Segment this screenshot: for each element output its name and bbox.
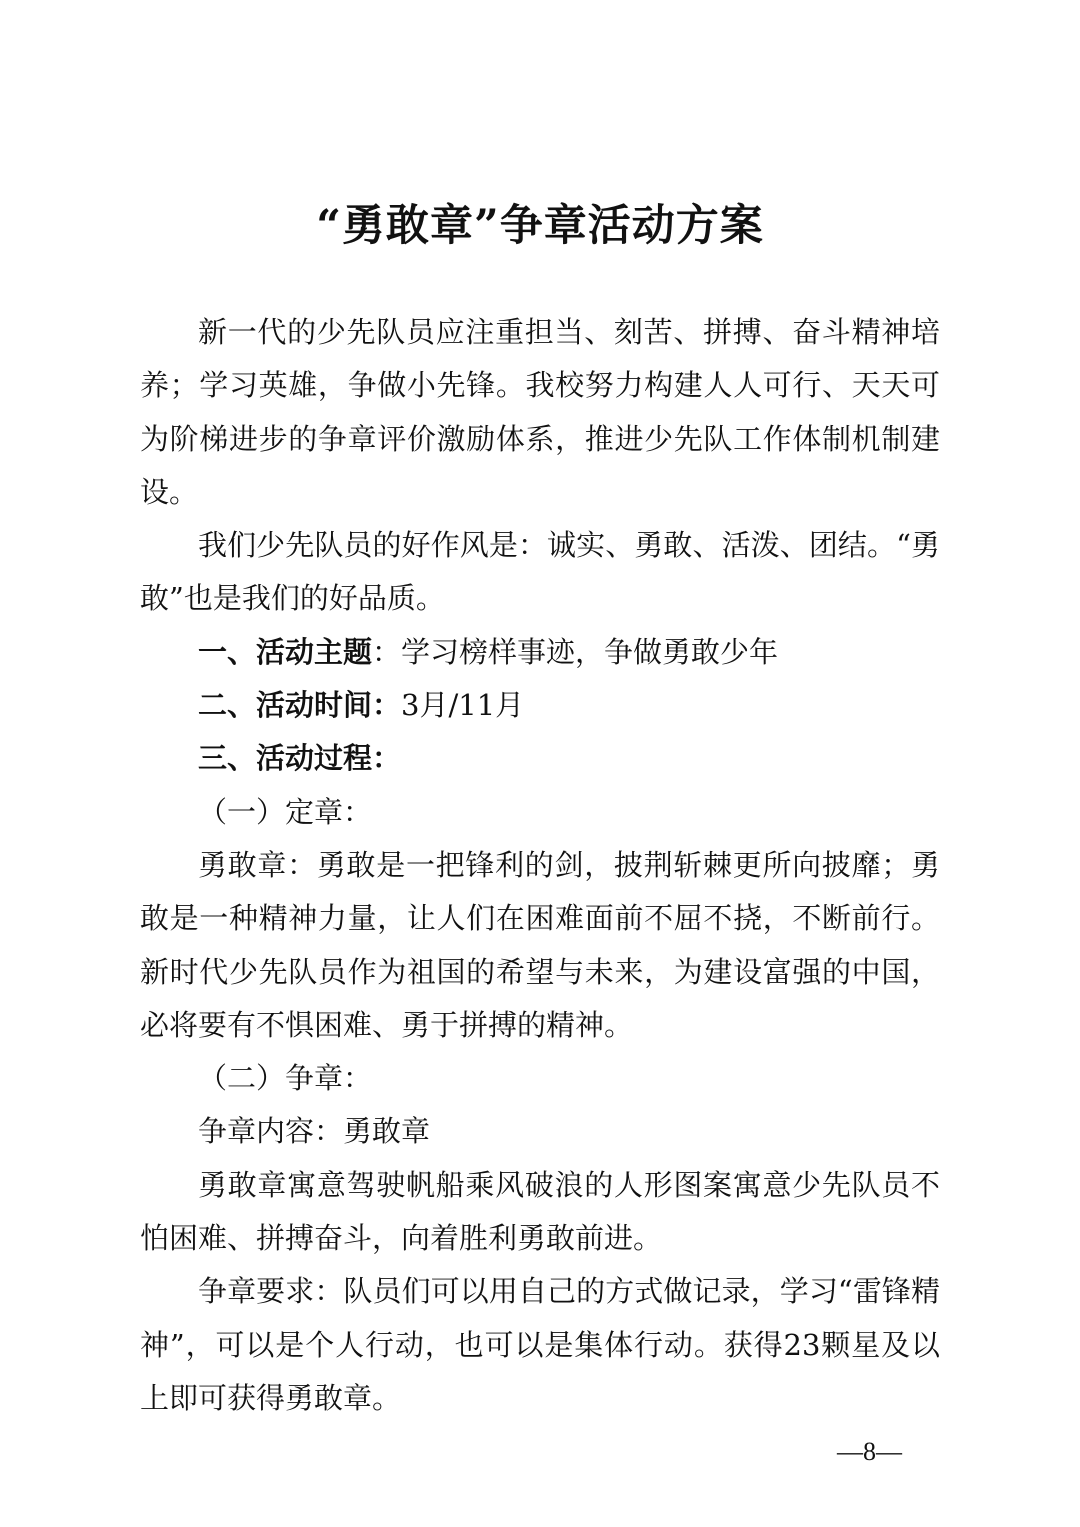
badge-content: 争章内容：勇敢章 (198, 1114, 431, 1149)
activity-theme (140, 626, 940, 679)
subsection-compete-heading: （二）争章： (198, 1061, 373, 1096)
activity-time-heading: 二、活动时间： (198, 688, 402, 723)
subsection-define-heading: （一）定章： (198, 794, 373, 829)
activity-process-heading: 三、活动过程： (198, 741, 402, 776)
activity-time-text: 3月/11月 (401, 688, 525, 723)
qualities-paragraph: 我们少先队员的好作风是：诚实、勇敢、活泼、团结。“勇敢”也是我们的好品质。 (140, 528, 940, 616)
activity-theme-heading: 一、活动主题 (198, 634, 373, 669)
intro-paragraph: 新一代的少先队员应注重担当、刻苦、拼搏、奋斗精神培养；学习英雄，争做小先锋。我校努力构建人人可行、天天可为阶梯进步的争章评价激励体系，推进少先队工作体制机制建设。 (140, 315, 940, 509)
activity-theme-text: ：学习榜样事迹，争做勇敢少年 (372, 634, 779, 669)
page-number: —8— (837, 1437, 902, 1466)
subsection-define-text: 勇敢章：勇敢是一把锋利的剑，披荆斩棘更所向披靡；勇敢是一种精神力量，让人们在困难面前不屈不挠，不断前行。新时代少先队员作为祖国的希望与未来，为建设富强的中国，必将要有不惧困难、勇于拼搏的精神。 (140, 847, 940, 1042)
badge-meaning: 勇敢章寓意驾驶帆船乘风破浪的人形图案寓意少先队员不怕困难、拼搏奋斗，向着胜利勇敢前进。 (140, 1167, 940, 1256)
activity-time (140, 679, 940, 732)
document-body (140, 306, 940, 1425)
page-title: “勇敢章”争章活动方案 (316, 201, 764, 251)
badge-requirement: 争章要求：队员们可以用自己的方式做记录，学习“雷锋精神”，可以是个人行动，也可以是集体行动。获得23颗星及以上即可获得勇敢章。 (140, 1274, 940, 1415)
